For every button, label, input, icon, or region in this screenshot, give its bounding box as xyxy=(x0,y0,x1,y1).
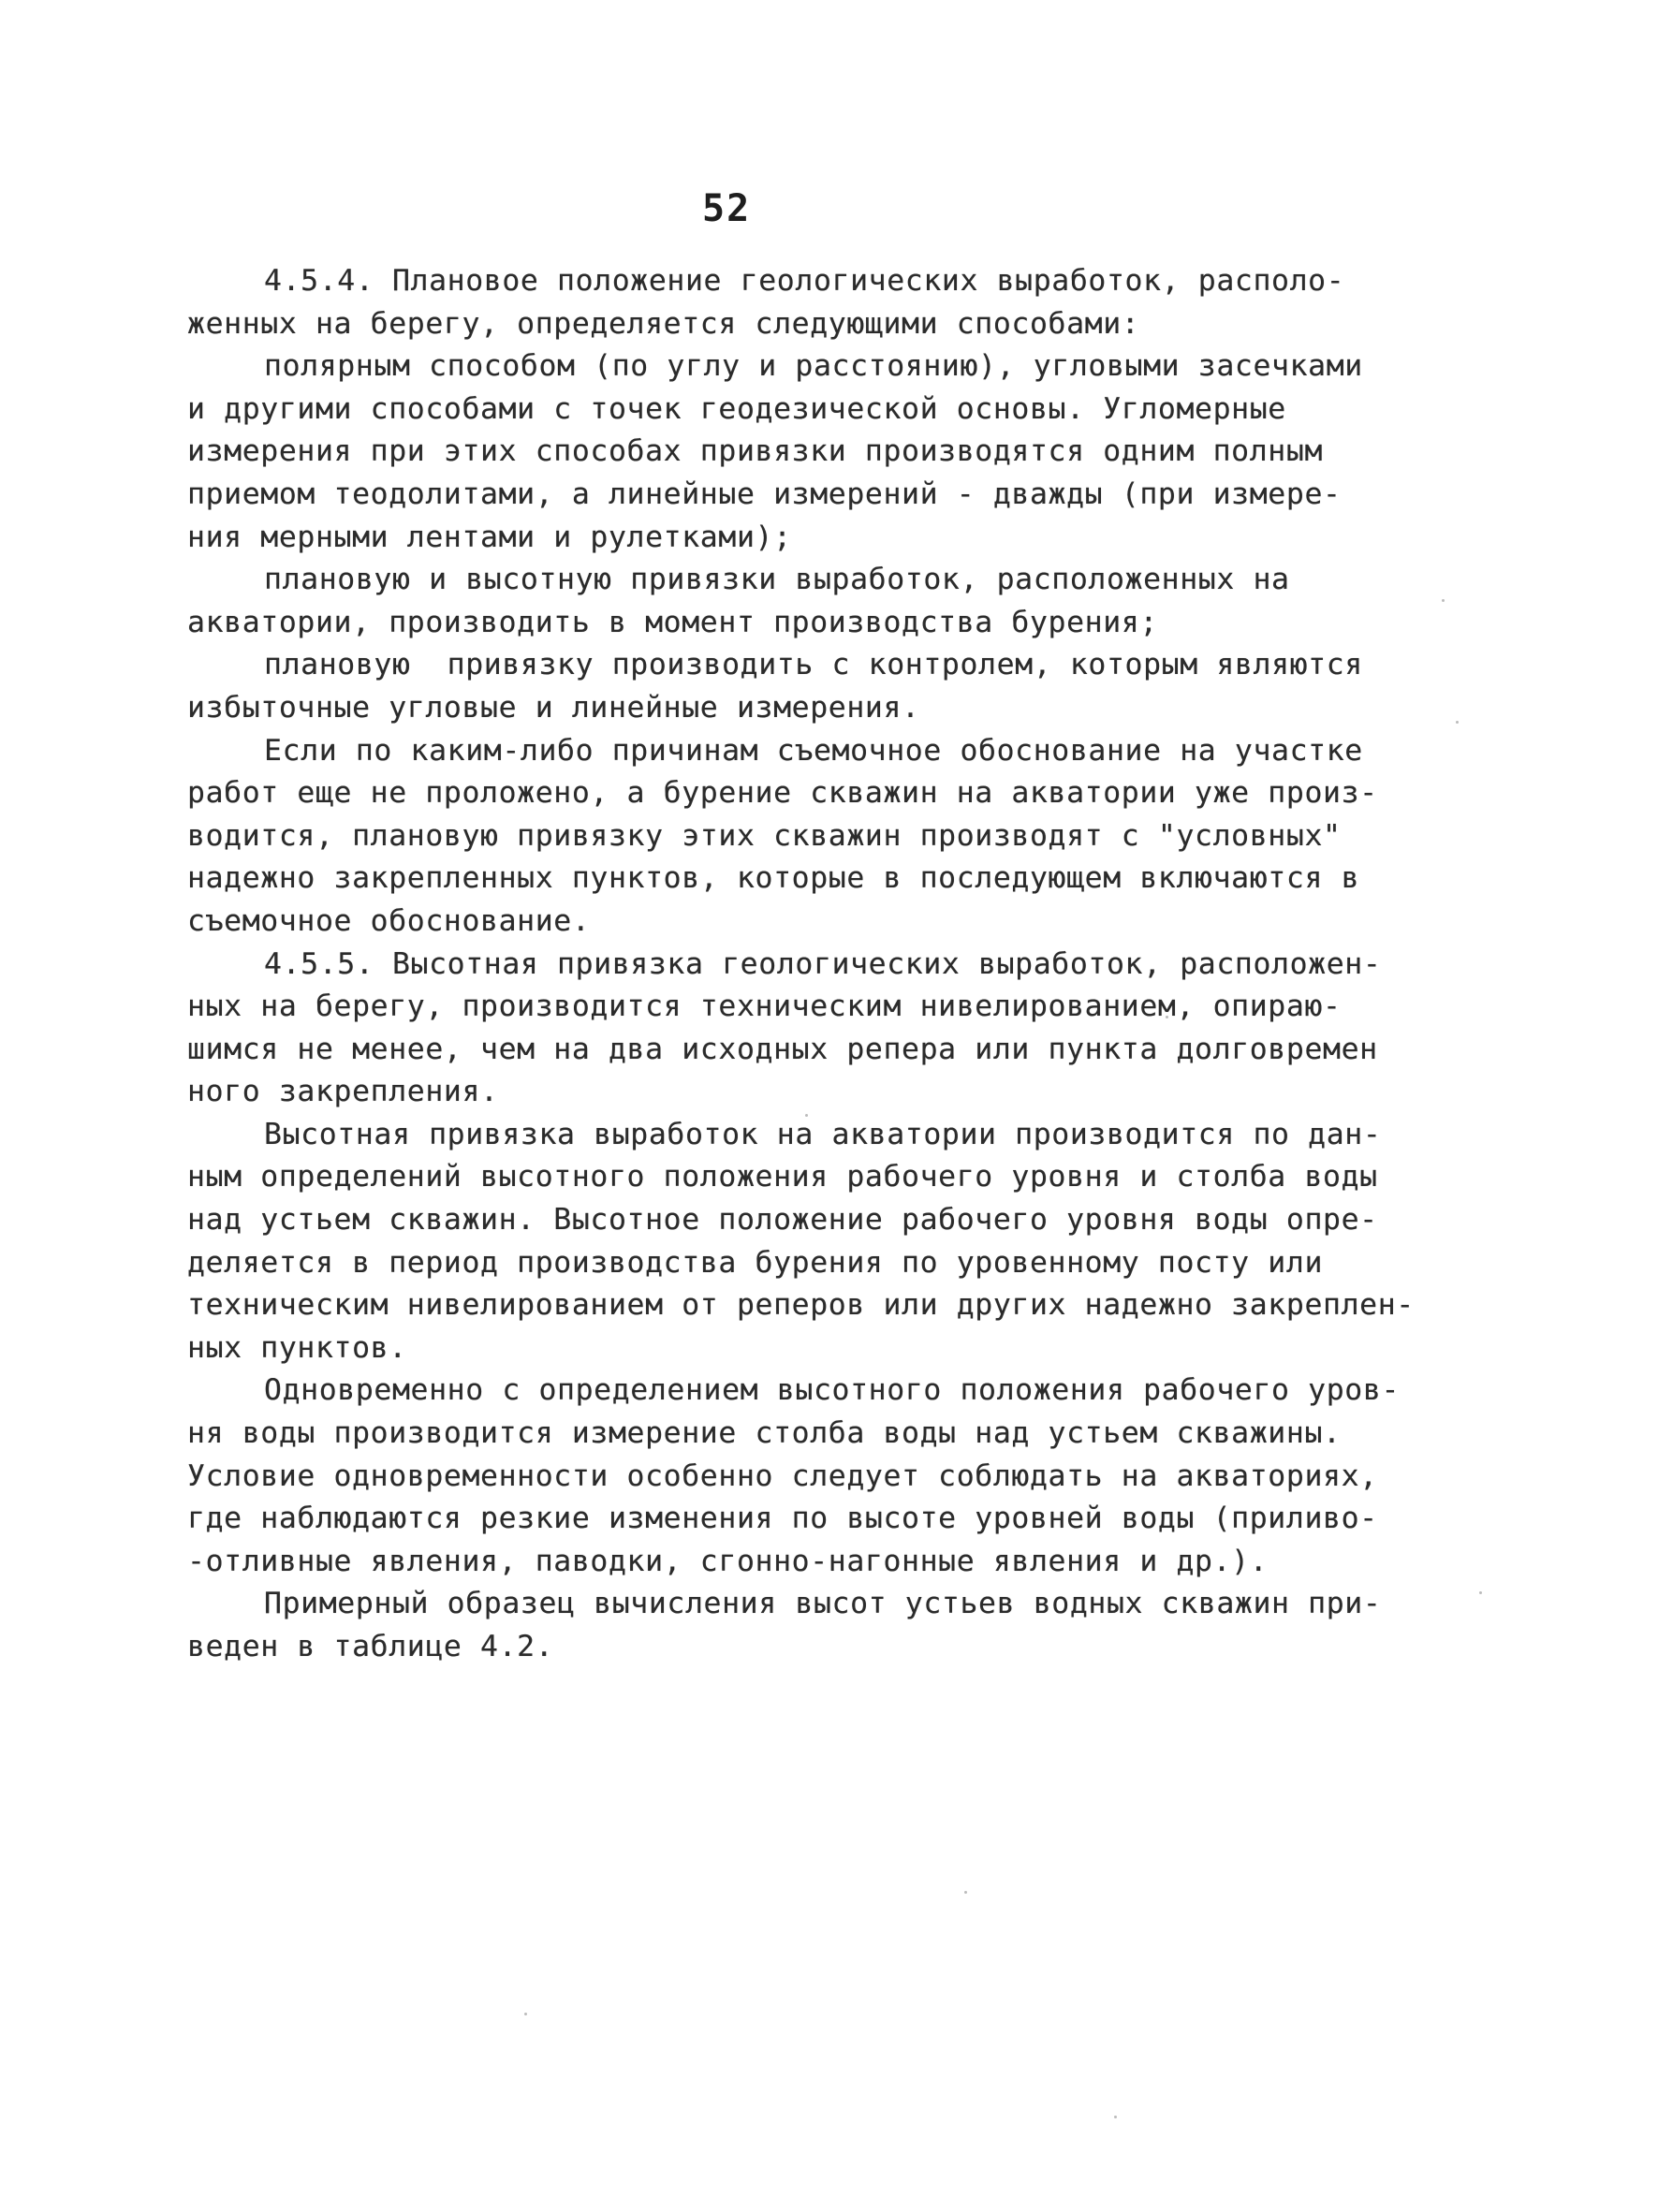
scan-speck xyxy=(1456,721,1459,724)
text-line: ния мерными лентами и рулетками); xyxy=(187,520,792,554)
text-line: техническим нивелированием от реперов или других надежно закреплен- xyxy=(187,1288,1415,1323)
text-line: Высотная привязка выработок на акватории производится по дан- xyxy=(264,1117,1382,1151)
text-line: -отливные явления, паводки, сгонно-нагонные явления и др.). xyxy=(187,1544,1269,1578)
scan-speck xyxy=(524,2013,527,2015)
scan-speck xyxy=(1114,2116,1117,2118)
text-line: съемочное обоснование. xyxy=(187,903,591,938)
text-line: ным определений высотного положения рабочего уровня и столба воды xyxy=(187,1160,1378,1194)
text-line: избыточные угловые и линейные измерения. xyxy=(187,690,920,725)
text-line: плановую и высотную привязки выработок, расположенных на xyxy=(264,563,1290,597)
text-line: деляется в период производства бурения по уровенному посту или xyxy=(187,1245,1324,1280)
text-line: работ еще не проложено, а бурение скважин на акватории уже произ- xyxy=(187,776,1378,811)
text-line: ня воды производится измерение столба воды над устьем скважины. xyxy=(187,1416,1342,1451)
text-line: женных на берегу, определяется следующими способами: xyxy=(187,306,1140,341)
text-line: веден в таблице 4.2. xyxy=(187,1630,554,1663)
scan-speck xyxy=(1226,1222,1229,1224)
text-line: 4.5.5. Высотная привязка геологических выработок, расположен- xyxy=(264,946,1382,981)
page-number: 52 xyxy=(702,187,752,230)
text-line: приемом теодолитами, а линейные измерений - дважды (при измере- xyxy=(187,476,1342,511)
text-line: над устьем скважин. Высотное положение рабочего уровня воды опре- xyxy=(187,1203,1378,1238)
text-line: Примерный образец вычисления высот устьев водных скважин при- xyxy=(264,1587,1382,1621)
text-line: Одновременно с определением высотного положения рабочего уров- xyxy=(264,1373,1401,1408)
text-line: ных пунктов. xyxy=(187,1330,407,1365)
text-line: измерения при этих способах привязки производятся одним полным xyxy=(187,434,1324,469)
scan-speck xyxy=(1166,1016,1168,1018)
scan-speck xyxy=(805,1114,808,1117)
body-text xyxy=(187,260,1489,1669)
text-line: где наблюдаются резкие изменения по высоте уровней воды (приливо- xyxy=(187,1502,1378,1536)
text-line: ных на берегу, производится техническим нивелированием, опираю- xyxy=(187,989,1342,1024)
text-line: ного закрепления. xyxy=(187,1075,499,1109)
text-line: акватории, производить в момент производства бурения; xyxy=(187,605,1158,639)
text-line: Условие одновременности особенно следует соблюдать на акваториях, xyxy=(187,1458,1378,1493)
text-line: шимся не менее, чем на два исходных репера или пункта долговремен xyxy=(187,1032,1378,1066)
scan-speck xyxy=(1442,599,1445,602)
scan-speck xyxy=(683,1474,686,1477)
text-line: надежно закрепленных пунктов, которые в последующем включаются в xyxy=(187,861,1360,896)
text-line: полярным способом (по углу и расстоянию), угловыми засечками xyxy=(264,349,1363,384)
text-line: 4.5.4. Плановое положение геологических выработок, располо- xyxy=(264,264,1345,298)
text-line: плановую привязку производить с контролем, которым являются xyxy=(264,648,1363,682)
scan-speck xyxy=(964,1891,967,1894)
text-line: и другими способами с точек геодезической основы. Угломерные xyxy=(187,391,1286,426)
scan-speck xyxy=(1479,1591,1482,1594)
text-line: Если по каким-либо причинам съемочное обоснование на участке xyxy=(264,733,1363,768)
text-line: водится, плановую привязку этих скважин производят с "условных" xyxy=(187,818,1342,853)
